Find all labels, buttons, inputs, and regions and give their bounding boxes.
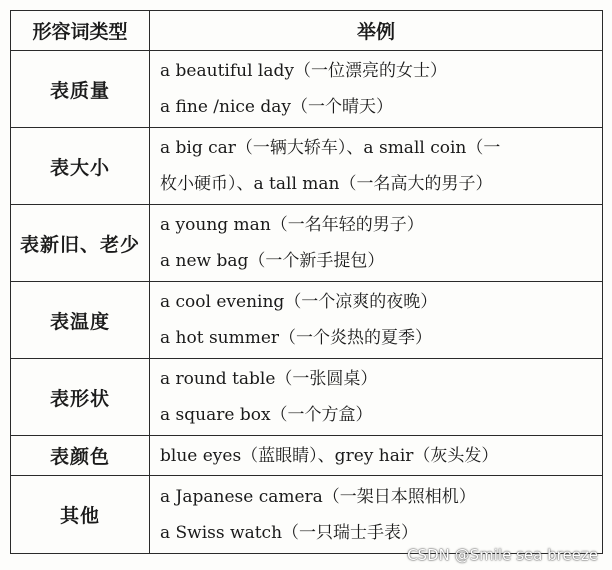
table-row <box>11 282 603 359</box>
example-line: a fine /nice day（一个晴天） <box>160 97 394 117</box>
example-line: a cool evening（一个凉爽的夜晚） <box>160 292 438 312</box>
table-row <box>11 51 603 128</box>
table-row <box>11 436 603 476</box>
row-type-quality: 表质量 <box>11 51 150 128</box>
example-line: a round table（一张圆桌） <box>160 369 378 389</box>
row-examples-age <box>150 205 603 282</box>
row-type-color: 表颜色 <box>11 436 150 476</box>
row-examples-color <box>150 436 603 476</box>
row-type-temperature: 表温度 <box>11 282 150 359</box>
header-adjective-type: 形容词类型 <box>11 11 150 51</box>
row-type-shape: 表形状 <box>11 359 150 436</box>
row-examples-temperature <box>150 282 603 359</box>
example-line: a big car（一辆大轿车）、a small coin（一 <box>160 138 501 158</box>
example-line: a hot summer（一个炎热的夏季） <box>160 328 433 348</box>
row-type-age: 表新旧、老少 <box>11 205 150 282</box>
example-line: 枚小硬币）、a tall man（一名高大的男子） <box>160 174 493 194</box>
example-line: a Japanese camera（一架日本照相机） <box>160 486 476 507</box>
csdn-watermark: CSDN @Smile sea breeze <box>407 546 598 564</box>
table-header-row <box>11 11 603 51</box>
row-examples-quality <box>150 51 603 128</box>
example-line: a square box（一个方盒） <box>160 405 373 425</box>
row-examples-other <box>150 476 603 554</box>
example-line: a Swiss watch（一只瑞士手表） <box>160 522 419 543</box>
example-line: a new bag（一个新手提包） <box>160 251 385 271</box>
example-line: blue eyes（蓝眼睛）、grey hair（灰头发） <box>160 445 499 466</box>
example-line: a young man（一名年轻的男子） <box>160 215 424 235</box>
adjective-types-table <box>10 10 603 554</box>
table-row <box>11 205 603 282</box>
example-line: a beautiful lady（一位漂亮的女士） <box>160 61 447 81</box>
row-type-size: 表大小 <box>11 128 150 205</box>
table-row <box>11 476 603 554</box>
header-examples: 举例 <box>150 11 603 51</box>
row-examples-size <box>150 128 603 205</box>
table-row <box>11 128 603 205</box>
row-type-other: 其他 <box>11 476 150 554</box>
row-examples-shape <box>150 359 603 436</box>
table-row <box>11 359 603 436</box>
